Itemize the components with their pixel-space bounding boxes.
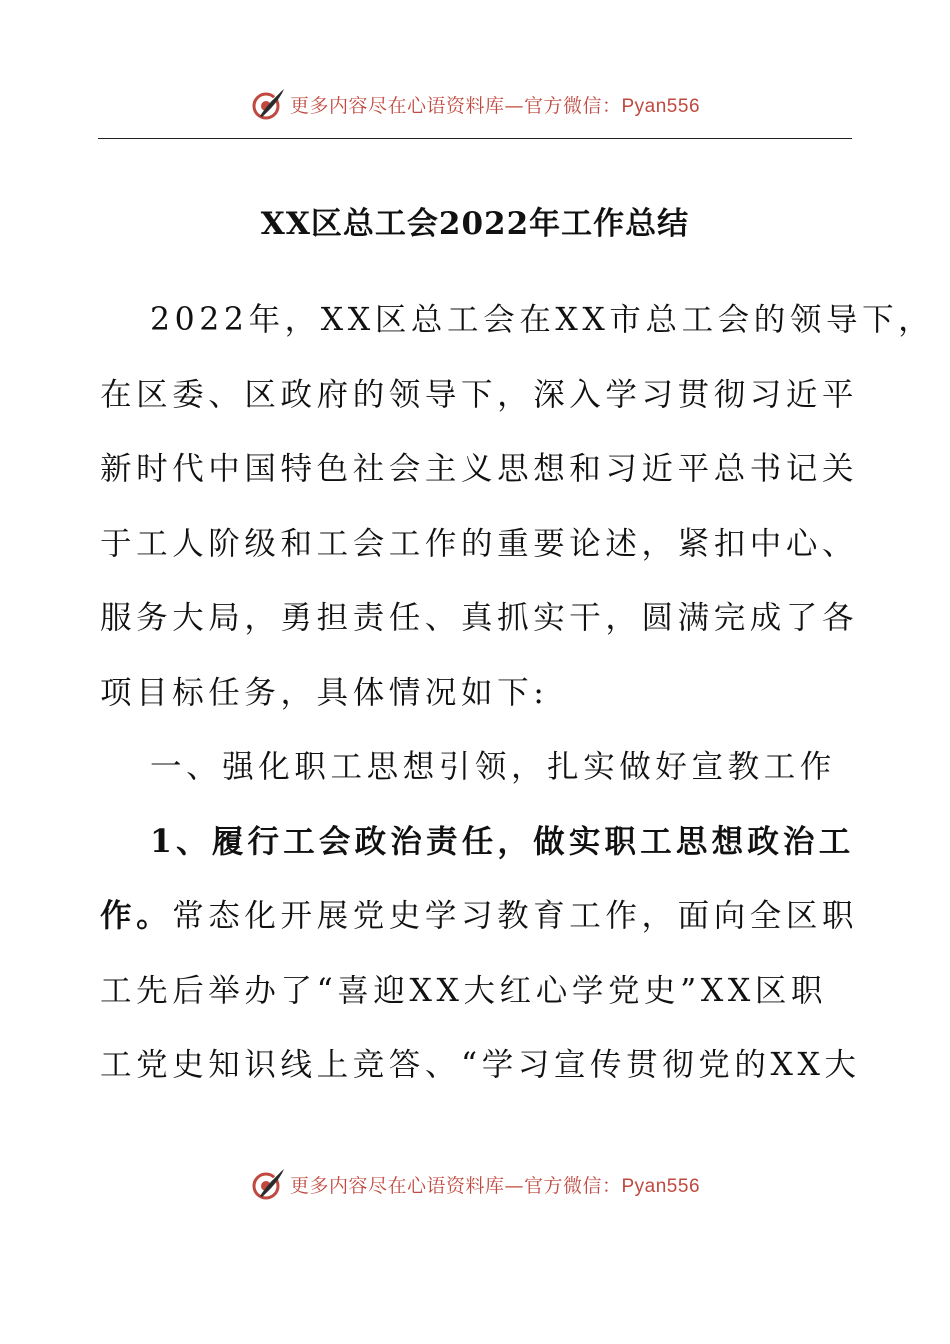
paragraph-line: 新时代中国特色社会主义思想和习近平总书记关 (100, 451, 859, 487)
item-line: 工先后举办了“喜迎XX大红心学党史”XX区职 (100, 972, 828, 1009)
watermark-text: 更多内容尽在心语资料库—官方微信：Pyan556 (289, 1174, 701, 1197)
item-line (100, 890, 860, 965)
paragraph-line: 2022年，XX区总工会在XX市总工会的领导下， (150, 302, 935, 338)
paragraph-line: 服务大局，勇担责任、真抓实干，圆满完成了各 (100, 600, 859, 636)
item-heading: 1、履行工会政治责任，做实职工思想政治工 (150, 822, 855, 860)
paragraph-line: 项目标任务，具体情况如下: (100, 674, 549, 711)
item-text: 常态化开展党史学习教育工作，面向全区职 (172, 898, 859, 934)
quill-logo-icon (250, 86, 286, 122)
watermark-footer (0, 1162, 950, 1206)
watermark-text: 更多内容尽在心语资料库—官方微信：Pyan556 (289, 94, 701, 117)
document-title: XX区总工会2022年工作总结 (260, 206, 690, 242)
document-body (100, 294, 935, 1114)
header-divider (98, 138, 852, 139)
quill-logo-icon (250, 1166, 286, 1202)
paragraph-line: 在区委、区政府的领导下，深入学习贯彻习近平 (100, 376, 859, 413)
item-line: 工党史知识线上竞答、“学习宣传贯彻党的XX大 (100, 1047, 861, 1083)
watermark-header (0, 82, 950, 126)
item-heading-tail: 作。 (100, 897, 173, 934)
paragraph-line: 于工人阶级和工会工作的重要论述，紧扣中心、 (100, 525, 859, 562)
section-heading: 一、强化职工思想引领，扎实做好宣教工作 (150, 749, 836, 785)
